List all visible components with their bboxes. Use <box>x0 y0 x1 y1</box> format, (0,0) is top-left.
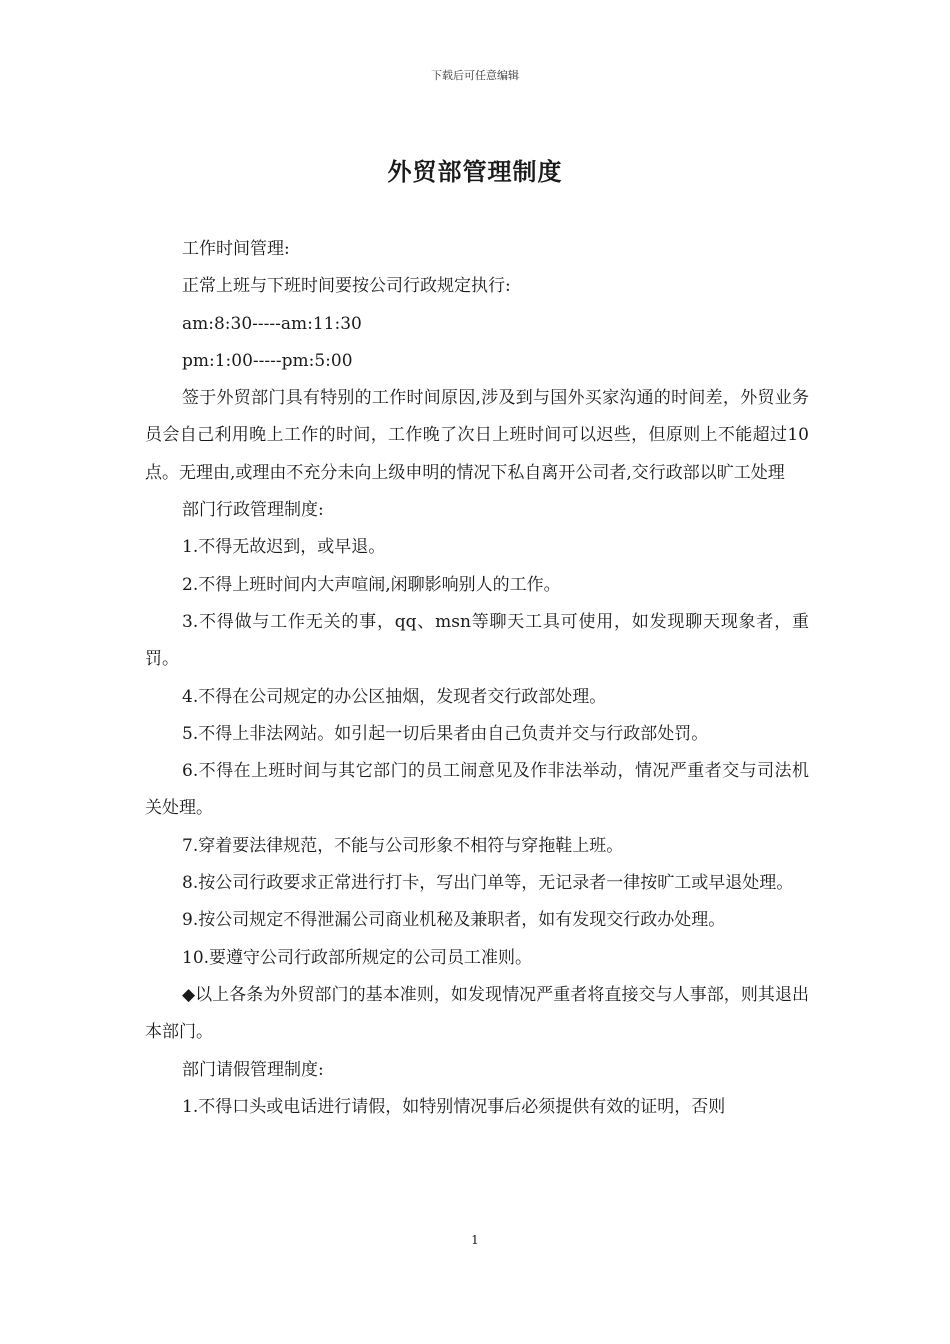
paragraph-summary-note: ◆以上各条为外贸部门的基本准则，如发现情况严重者将直接交与人事部，则其退出本部门。 <box>145 984 809 1043</box>
paragraph-rule-4: 4.不得在公司规定的办公区抽烟，发现者交行政部处理。 <box>182 686 607 707</box>
paragraph-rule-10: 10.要遵守公司行政部所规定的公司员工准则。 <box>182 947 533 968</box>
paragraph-leave-heading: 部门请假管理制度: <box>182 1059 324 1080</box>
paragraph-admin-heading: 部门行政管理制度: <box>182 500 324 521</box>
paragraph-work-time-rule: 正常上班与下班时间要按公司行政规定执行: <box>182 276 511 297</box>
paragraph-rule-7: 7.穿着要法律规范，不能与公司形象不相符与穿拖鞋上班。 <box>182 835 624 856</box>
paragraph-work-time-heading: 工作时间管理: <box>182 239 290 259</box>
paragraph-rule-1: 1.不得无故迟到，或早退。 <box>182 537 386 558</box>
document-title: 外贸部管理制度 <box>387 157 563 186</box>
header-note: 下载后可任意编辑 <box>431 69 519 82</box>
paragraph-rule-8: 8.按公司行政要求正常进行打卡，写出门单等，无记录者一律按旷工或早退处理。 <box>182 873 794 894</box>
paragraph-rule-3: 3.不得做与工作无关的事，qq、msn等聊天工具可使用，如发现聊天现象者，重罚。 <box>145 611 809 670</box>
page-number: 1 <box>471 1233 479 1247</box>
paragraph-afternoon-hours: pm:1:00-----pm:5:00 <box>182 350 353 371</box>
paragraph-rule-2: 2.不得上班时间内大声喧闹,闲聊影响别人的工作。 <box>182 574 561 595</box>
paragraph-morning-hours: am:8:30-----am:11:30 <box>182 313 362 334</box>
paragraph-rule-5: 5.不得上非法网站。如引起一切后果者由自己负责并交与行政部处罚。 <box>182 723 709 744</box>
document-body <box>145 231 809 1126</box>
paragraph-leave-rule-1: 1.不得口头或电话进行请假，如特别情况事后必须提供有效的证明，否则 <box>182 1096 726 1117</box>
paragraph-time-difference: 签于外贸部门具有特别的工作时间原因,涉及到与国外买家沟通的时间差，外贸业务员会自己利用晚上工作的时间，工作晚了次日上班时间可以迟些，但原则上不能超过10点。无理由,或理由不充分未向上级申明的情况下私自离开公司者,交行政部以旷工处理 <box>145 388 809 483</box>
paragraph-rule-6: 6.不得在上班时间与其它部门的员工闹意见及作非法举动，情况严重者交与司法机关处理。 <box>145 761 809 819</box>
paragraph-rule-9: 9.按公司规定不得泄漏公司商业机秘及兼职者，如有发现交行政办处理。 <box>182 910 726 931</box>
